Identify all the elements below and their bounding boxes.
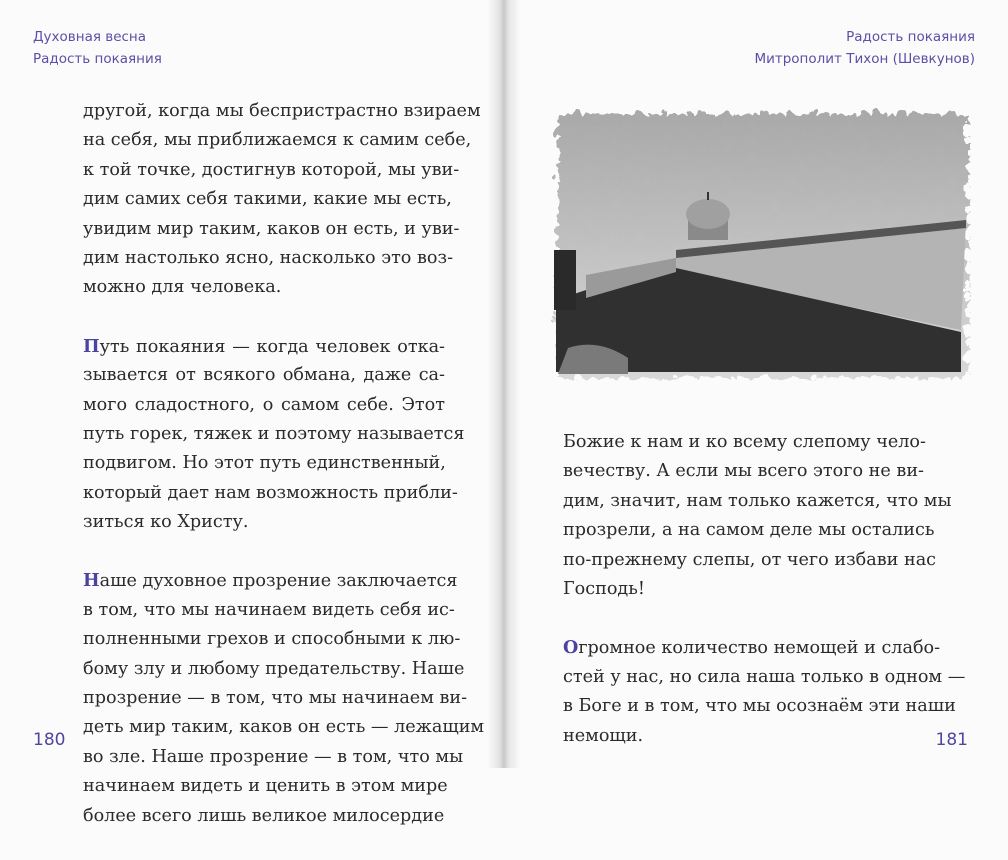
paragraph [83,332,465,538]
text-line [83,802,445,831]
line-text: прозрение — в том, что мы начинаем ви- [83,688,468,709]
text-line [83,596,455,625]
text-line [83,508,445,537]
text-line [83,684,468,713]
text-line [83,361,445,390]
text-line [563,575,924,604]
line-text: по-прежнему слепы, от чего избави нас [563,549,937,570]
paragraph [563,428,952,604]
line-text: который дает нам возможность прибли- [83,482,458,503]
text-line [83,126,472,155]
line-text: можно для человека. [83,277,282,298]
text-line [83,479,458,508]
text-line [83,625,461,654]
text-line [83,772,448,801]
line-text: зиться ко Христу. [83,512,249,533]
paragraph [83,97,481,303]
page-number-left: 180 [33,730,66,750]
author-name: Митрополит Тихон (Шевкунов) [754,51,975,67]
line-text: дим, значит, нам только кажется, что мы [563,490,952,511]
line-text: полненными грехов и способными к лю- [83,629,461,650]
chapter-title: Радость покаяния [33,51,162,67]
line-text: дим самих себя такими, какие мы есть, [83,189,452,210]
text-line [83,273,445,302]
drop-initial: П [83,335,100,357]
left-page-text [83,97,485,860]
drop-initial: О [563,637,579,659]
page-number-right: 181 [935,730,968,750]
text-line [563,692,956,721]
line-text: вечеству. А если мы всего этого не ви- [563,461,924,482]
line-text: зывается от всякого обмана, даже са- [83,365,445,386]
text-line [563,457,924,486]
line-text: подвигом. Но этот путь единственный, [83,453,446,474]
line-text: бому злу и любому предательству. Наше [83,658,465,679]
line-text: в том, что мы начинаем видеть себя ис- [83,599,455,620]
text-line [83,185,452,214]
book-spine [488,0,520,768]
text-line [83,215,460,244]
text-line [563,722,924,751]
text-line [83,244,454,273]
text-line [83,420,465,449]
line-text: во зле. Наше прозрение — в том, что мы [83,746,464,767]
right-running-header [754,26,975,70]
left-running-header [33,26,162,70]
monastery-wall-photo [546,100,972,384]
line-text: стей у нас, но сила наша только в одном — [563,666,966,687]
text-line [563,663,966,692]
line-text: дим настолько ясно, насколько это воз- [83,247,454,268]
line-text: начинаем видеть и ценить в этом мире [83,776,448,797]
line-text: к той точке, достигнув которой, мы уви- [83,159,460,180]
line-text: уть покаяния — когда человек отка- [99,336,445,357]
line-text: деть мир таким, каков он есть — лежащим [83,717,485,738]
line-text: аше духовное прозрение заключается [99,571,458,592]
line-text: прозрели, а на самом деле мы остались [563,520,935,541]
text-line [83,566,458,595]
paragraph [83,566,485,831]
text-line [83,449,445,478]
text-line [83,332,445,361]
drop-initial: Н [83,570,100,592]
text-line [83,655,465,684]
line-text: другой, когда мы беспристрастно взираем [83,101,481,121]
line-text: Господь! [563,578,645,599]
text-line [563,516,935,545]
line-text: мого сладостного, о самом себе. Этот [83,394,445,415]
line-text: путь горек, тяжек и поэтому называется [83,423,465,444]
line-text: немощи. [563,725,644,746]
text-line [563,487,952,516]
text-line [563,633,941,662]
text-line [83,97,481,126]
text-line [83,391,445,420]
line-text: громное количество немощей и слабо- [578,638,941,659]
line-text: в Боге и в том, что мы осознаём эти наши [563,696,956,717]
line-text: увидим мир таким, каков он есть, и уви- [83,218,460,239]
text-line [83,713,485,742]
text-line [563,546,937,575]
book-title: Духовная весна [33,29,147,45]
text-line [83,156,460,185]
line-text: более всего лишь великое милосердие [83,805,445,826]
chapter-title: Радость покаяния [846,29,975,45]
text-line [563,428,924,457]
line-text: на себя, мы приближаемся к самим себе, [83,130,472,151]
line-text: Божие к нам и ко всему слепому чело- [563,432,926,452]
